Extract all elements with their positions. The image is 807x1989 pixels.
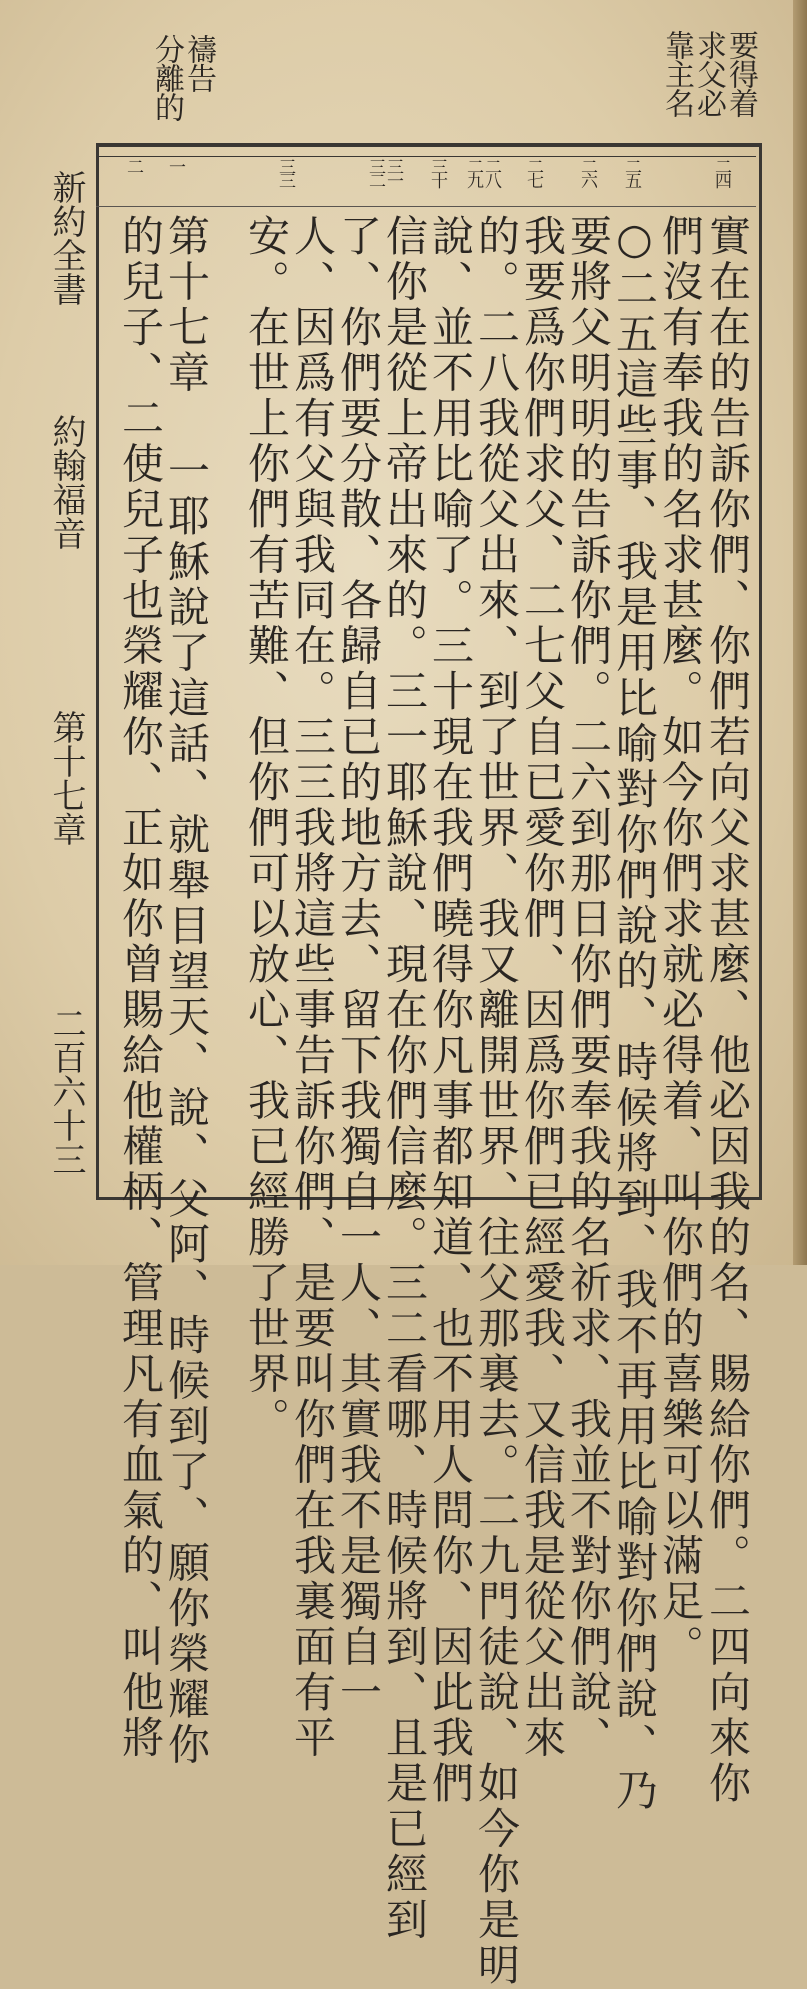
text-column: 安。在世上你們有苦難、但你們可以放心、我已經勝了世界。 — [242, 214, 291, 1443]
verse-ref: 二七 — [523, 158, 543, 186]
margin-note-line: 禱告 — [181, 34, 216, 92]
text-column: 說、並不用比喻了。三十現在我們曉得你凡事都知道、也不用人問你、因此我們 — [426, 214, 475, 1807]
margin-note-right — [660, 30, 756, 117]
text-column: 信你是從上帝出來的。三一耶穌說、現在你們信麼。三二看哪、時候將到、且是已經到 — [380, 214, 429, 1943]
verse-ref: 三三 — [275, 158, 295, 186]
page-number: 二百六十三 — [46, 1006, 86, 1176]
text-column: 的兒子、二使兒子也榮耀你、正如你曾賜給他權柄、管理凡有血氣的、叫他將 — [116, 214, 165, 1761]
margin-note-line: 要得着 — [723, 30, 758, 117]
text-column: 的。二八我從父出來、到了世界、我又離開世界、往父那裏去。二九門徒說、如今你是明 — [472, 214, 521, 1989]
verse-ref: 一 — [165, 158, 185, 172]
margin-note-line: 靠主名 — [659, 30, 694, 117]
verse-ref-rule — [96, 206, 756, 207]
text-column: 第十七章 一耶穌說了這話、就舉目望天、說、父阿、時候到了、願你榮耀你 — [162, 214, 211, 1768]
text-column: 實在在的告訴你們、你們若向父求甚麼、他必因我的名、賜給你們。二四向來你 — [703, 214, 752, 1807]
text-column: ○二五這些事、我是用比喻對你們說的、時候將到、我不再用比喻對你們說、乃 — [610, 214, 659, 1814]
book-spine — [793, 0, 807, 1265]
verse-ref: 二八 — [481, 158, 501, 186]
book-title: 新約全書 — [46, 170, 86, 306]
frame-inner-line — [96, 156, 756, 157]
text-column: 要將父明明的告訴你們。二六到那日你們要奉我的名祈求、我並不對你們說、 — [564, 214, 613, 1761]
running-header — [48, 170, 84, 1176]
margin-note-line: 分離的 — [149, 34, 184, 121]
verse-ref: 三一 — [383, 158, 403, 186]
verse-ref: 二五 — [621, 158, 641, 186]
margin-note-line: 求父必 — [691, 30, 726, 117]
verse-ref: 三十 — [427, 158, 447, 186]
verse-ref: 二 — [123, 158, 143, 172]
text-column: 我要爲你們求父、二七父自已愛你們、因爲你們已經愛我、又信我是從父出來 — [518, 214, 567, 1761]
margin-note-left — [150, 34, 214, 121]
verse-ref: 二四 — [711, 158, 731, 186]
verse-ref: 二九 — [463, 158, 483, 186]
chapter-label: 第十七章 — [46, 710, 86, 846]
text-column: 了、你們要分散、各歸自已的地方去、留下我獨自一人、其實我不是獨自一 — [334, 214, 383, 1716]
gospel-title: 約翰福音 — [46, 414, 86, 550]
text-column: 們沒有奉我的名求甚麼。如今你們求就必得着、叫你們的喜樂可以滿足。 — [656, 214, 705, 1670]
verse-ref: 三二 — [365, 158, 385, 186]
text-column: 人、因爲有父與我同在。三三我將這些事告訴你們、是要叫你們在我裏面有平 — [288, 214, 337, 1761]
verse-ref: 二六 — [577, 158, 597, 186]
